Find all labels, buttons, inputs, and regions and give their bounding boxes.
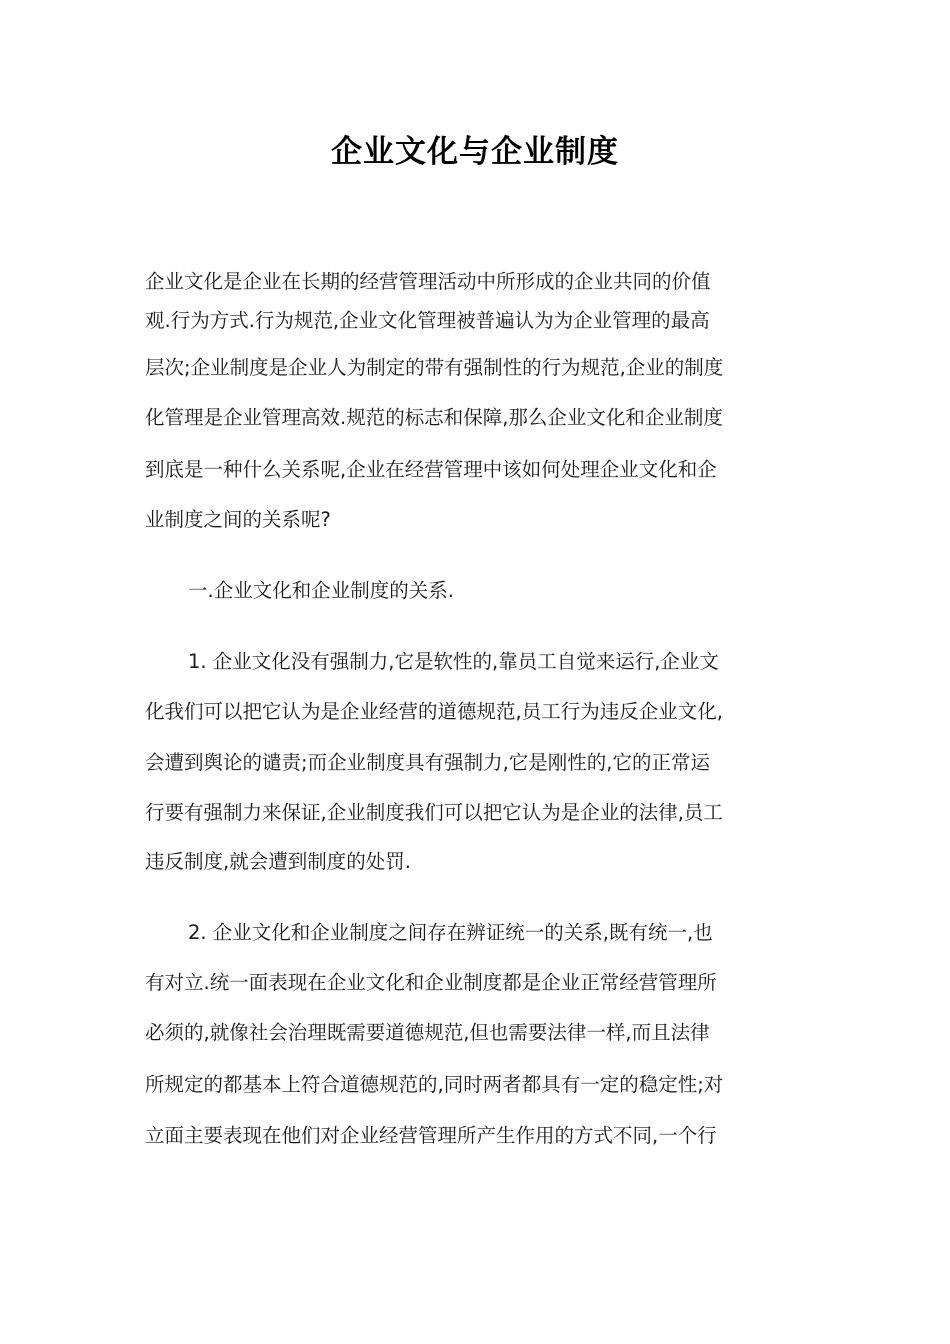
paragraph-line: 行要有强制力来保证,企业制度我们可以把它认为是企业的法律,员工 [145,801,723,824]
paragraph-line: 会遭到舆论的谴责;而企业制度具有强制力,它是刚性的,它的正常运 [145,751,710,774]
paragraph-line: 立面主要表现在他们对企业经营管理所产生作用的方式不同,一个行 [145,1124,717,1147]
paragraph-line: 企业文化是企业在长期的经营管理活动中所形成的企业共同的价值 [145,270,711,293]
paragraph-line: 违反制度,就会遭到制度的处罚. [145,850,411,873]
paragraph-line: 化我们可以把它认为是企业经营的道德规范,员工行为违反企业文化, [145,700,723,723]
paragraph-line: 必须的,就像社会治理既需要道德规范,但也需要法律一样,而且法律 [145,1021,710,1044]
paragraph-line: 化管理是企业管理高效.规范的标志和保障,那么企业文化和企业制度 [145,406,723,429]
paragraph-line: 有对立.统一面表现在企业文化和企业制度都是企业正常经营管理所 [145,971,717,994]
document-title: 企业文化与企业制度 [331,134,619,170]
paragraph-line: 业制度之间的关系呢? [145,508,331,531]
paragraph-line: 所规定的都基本上符合道德规范的,同时两者都具有一定的稳定性;对 [145,1073,724,1096]
paragraph-line: 1. 企业文化没有强制力,它是软性的,靠员工自觉来运行,企业文 [188,650,719,673]
paragraph-line: 观.行为方式.行为规范,企业文化管理被普遍认为为企业管理的最高 [145,309,710,332]
section-heading: 一.企业文化和企业制度的关系. [188,579,454,602]
paragraph-line: 层次;企业制度是企业人为制定的带有强制性的行为规范,企业的制度 [145,356,724,379]
paragraph-line: 2. 企业文化和企业制度之间存在辨证统一的关系,既有统一,也 [188,921,713,944]
paragraph-line: 到底是一种什么关系呢,企业在经营管理中该如何处理企业文化和企 [145,458,717,481]
